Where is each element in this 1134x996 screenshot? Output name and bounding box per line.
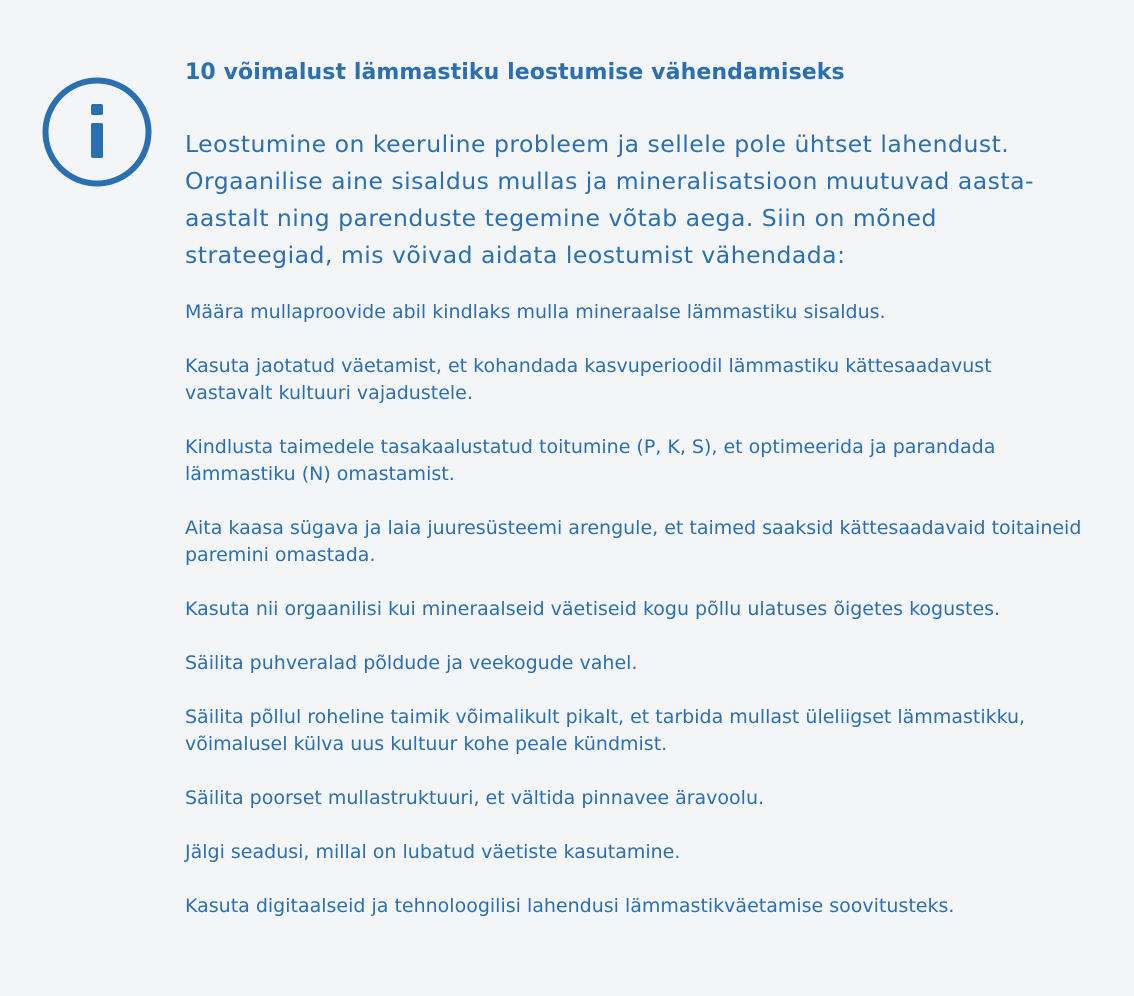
info-circle-icon: [41, 76, 153, 188]
tips-list: [185, 299, 1085, 920]
tip-item: Aita kaasa sügava ja laia juuresüsteemi arengule, et taimed saaksid kättesaadavaid toitaineid paremini omastada.: [185, 517, 1082, 566]
tip-item: Kasuta digitaalseid ja tehnoloogilisi lahendusi lämmastikväetamise soovitusteks.: [185, 895, 955, 917]
tip-item: Kasuta jaotatud väetamist, et kohandada kasvuperioodil lämmastiku kättesaadavust vastavalt kultuuri vajadustele.: [185, 355, 992, 404]
tip-item: Säilita puhveralad põldude ja veekogude vahel.: [185, 652, 638, 674]
tip-item: Säilita põllul roheline taimik võimalikult pikalt, et tarbida mullast üleliigset lämmastikku, võimalusel külva uus kultuur kohe peale kündmist.: [185, 706, 1026, 755]
tip-item: Kasuta nii orgaanilisi kui mineraalseid väetiseid kogu põllu ulatuses õigetes kogustes.: [185, 598, 1001, 620]
info-panel: [185, 58, 1085, 947]
page-title: 10 võimalust lämmastiku leostumise vähendamiseks: [185, 60, 845, 85]
tip-item: Kindlusta taimedele tasakaalustatud toitumine (P, K, S), et optimeerida ja parandada lämmastiku (N) omastamist.: [185, 436, 996, 485]
tip-item: Jälgi seadusi, millal on lubatud väetiste kasutamine.: [185, 841, 681, 863]
tip-item: Säilita poorset mullastruktuuri, et vältida pinnavee äravoolu.: [185, 787, 765, 809]
tip-item: Määra mullaproovide abil kindlaks mulla mineraalse lämmastiku sisaldus.: [185, 301, 886, 323]
intro-paragraph: Leostumine on keeruline probleem ja sellele pole ühtset lahendust. Orgaanilise aine sisaldus mullas ja mineralisatsioon muutuvad aasta-aastalt ning parenduste tegemine võtab aega. Siin on mõned strateegiad, mis võivad aidata leostumist vähendada:: [185, 130, 1034, 269]
